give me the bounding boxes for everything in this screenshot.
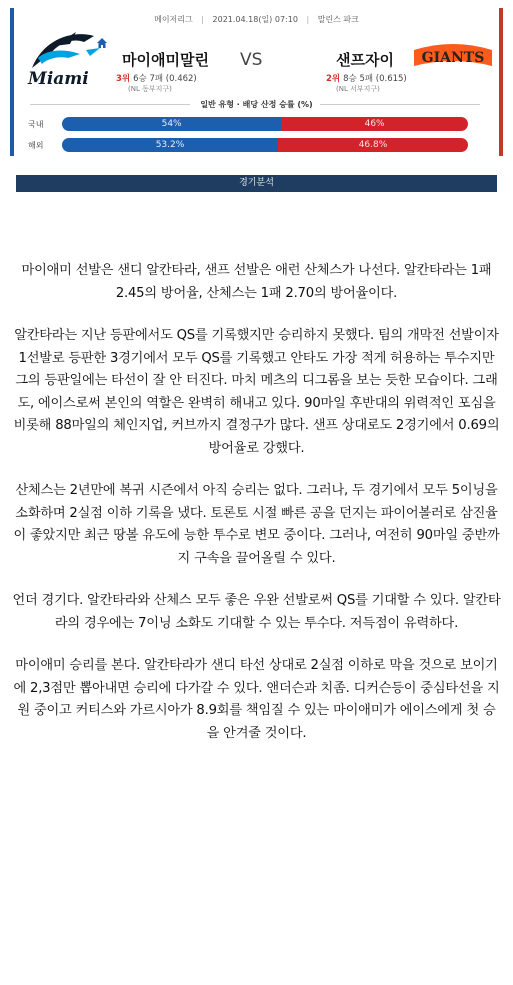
match-datetime: 2021.04.18(일) 07:10 (212, 15, 298, 24)
away-probability: 46.8% (278, 138, 468, 152)
divider-right (320, 104, 480, 105)
article-paragraph: 마이애미 선발은 샌디 알칸타라, 샌프 선발은 애런 산체스가 나선다. 알칸타라는 1패 2.45의 방어율, 산체스는 1패 2.70의 방어율이다. (21, 263, 492, 301)
stat-row-label: 국내 (28, 120, 44, 129)
home-team-division: (NL 동부지구) (128, 85, 172, 93)
analysis-tab[interactable]: 경기분석 (16, 175, 497, 192)
article-paragraph: 산체스는 2년만에 복귀 시즌에서 아직 승리는 없다. 그러나, 두 경기에서 모두 5이닝을 소화하며 2실점 이하 기록을 냈다. 토론토 시절 빠른 공을 던지는 파이어볼러로 삼진율이 좋았지만 최근 땅볼 유도에 능한 투수로 변모 중이다. 그러나, 여전히 90마일 중반까지 구속을 끌어올릴 수 있다. (13, 483, 500, 566)
away-team-record: 2위 8승 5패 (0.615) (326, 74, 407, 84)
giants-logo (412, 36, 494, 76)
home-team-name: 마이애미말린 (122, 51, 209, 69)
league-label: 메이저리그 (154, 15, 193, 24)
win-probability-bar (62, 138, 468, 152)
away-probability: 46% (281, 117, 468, 131)
stats-title: 일반 유형 · 배당 산정 승률 (%) (200, 100, 313, 109)
away-team-division: (NL 서부지구) (336, 85, 380, 93)
article-paragraph: 마이애미 승리를 본다. 알칸타라가 샌디 타선 상대로 2실점 이하로 막을 것으로 보이기에 2,3점만 뽑아내면 승리에 다가갈 수 있다. 앤더슨과 치좀. 디커슨등이 중심타선을 지원 중이고 커티스와 가르시아가 8.9회를 책임질 수 있는 마이애미가 에이스에게 첫 승을 안겨줄 것이다. (13, 658, 500, 741)
home-probability: 53.2% (62, 138, 278, 152)
svg-text:Miami: Miami (28, 69, 89, 88)
away-team-name: 샌프자이 (336, 51, 394, 69)
win-probability-bar (62, 117, 468, 131)
article-paragraph: 언더 경기다. 알칸타라와 산체스 모두 좋은 우완 선발로써 QS를 기대할 수 있다. 알칸타라의 경우에는 7이닝 소화도 기대할 수 있는 투수다. 저득점이 유력하다. (12, 593, 501, 631)
svg-text:GIANTS: GIANTS (421, 50, 485, 66)
match-meta: 메이저리그 | 2021.04.18(일) 07:10 | 말린스 파크 (154, 15, 359, 24)
stat-row-label: 해외 (28, 141, 44, 150)
home-probability: 54% (62, 117, 281, 131)
home-team-record: 3위 6승 7패 (0.462) (116, 74, 197, 84)
stadium-label: 말린스 파크 (317, 15, 359, 24)
home-icon (96, 34, 108, 46)
article-paragraph: 알칸타라는 지난 등판에서도 QS를 기록했지만 승리하지 못했다. 팀의 개막전 선발이자 1선발로 등판한 3경기에서 모두 QS를 기록했고 안타도 가장 적게 허용하는 투수지만 그의 등판일에는 타선이 잘 안 터진다. 마치 메츠의 디그롬을 보는 듯한 모습이다. 그래도, 에이스로써 본인의 역할은 완벽히 해내고 있다. 90마일 후반대의 위력적인 포심을 비롯해 88마일의 체인지업, 커브까지 결정구가 많다. 샌프 상대로도 2경기에서 0.69의 방어율로 강했다. (13, 328, 500, 456)
vs-label: VS (240, 50, 263, 70)
marlins-logo (24, 28, 104, 88)
analysis-article (12, 260, 501, 765)
